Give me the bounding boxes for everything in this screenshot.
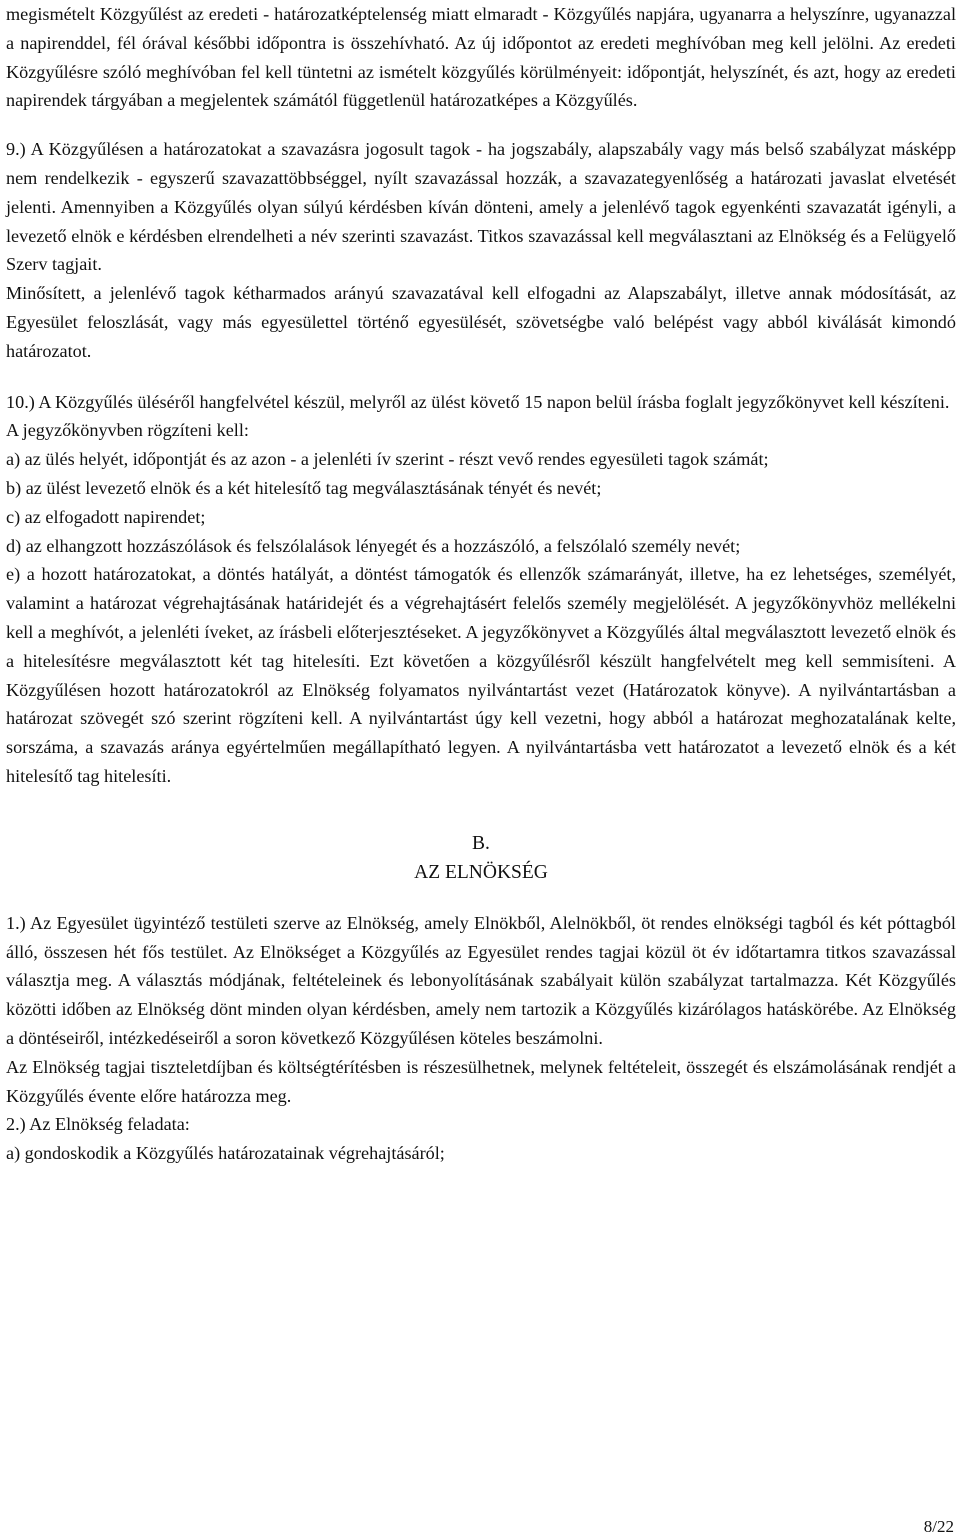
paragraph-reconvened-assembly: megismételt Közgyűlést az eredeti - határozatképtelenség miatt elmaradt - Közgyűlés napjára, ugyanarra a helyszínre, ugyanazzal a napirenddel, fél órával későbbi időpontra is összehívható. Az új időpontot az eredeti meghívóban meg kell jelölni. Az eredeti Közgyűlésre szóló meghívóban fel kell tüntetni az ismételt közgyűlés körülményeit: időpontját, helyszínét, és azt, hogy az eredeti napirendek tárgyában a megjelentek számától függetlenül határozatképes a Közgyűlés. bbox=[6, 4, 956, 111]
paragraph-section-b-point-2: 2.) Az Elnökség feladata: bbox=[6, 1114, 190, 1135]
paragraph-section-b-point-1-fees: Az Elnökség tagjai tiszteletdíjban és költségtérítésben is részesülhetnek, melynek feltételeit, összegét és elszámolásának rendjét a Közgyűlés évente előre határozza meg. bbox=[6, 1056, 956, 1106]
document-page bbox=[6, 0, 956, 1168]
list-item-point-10-e: e) a hozott határozatokat, a döntés hatályát, a döntést támogatók és ellenzők számarányát, illetve, ha ez lehetséges, személyét, valamint a határozat végrehajtásának határidejét és a végrehajtásért felelős személy megjelölését. A jegyzőkönyvhöz mellékelni kell a meghívót, a jelenléti íveket, az írásbeli előterjesztéseket. A jegyzőkönyvet a Közgyűlés által megválasztott levezető elnök és a hitelesítésre megválasztott két tag hitelesíti. Ezt követően a közgyűlésről készült hangfelvételt meg kell semmisíteni. A Közgyűlésen hozott határozatokról az Elnökség folyamatos nyilvántartást vezet (Határozatok könyve). A nyilvántartásban a határozat szövegét szó szerint rögzíteni kell. A nyilvántartást úgy kell vezetni, hogy abból a határozat meghozatalának kelte, sorszáma, a szavazás aránya egyértelműen megállapítható legyen. A nyilvántartásba vett határozatot a levezető elnök és a két hitelesítő tag hitelesíti. bbox=[6, 564, 956, 786]
list-item-point-10-d: d) az elhangzott hozzászólások és felszólalások lényegét és a hozzászóló, a felszólaló személy nevét; bbox=[6, 535, 741, 556]
list-item-section-b-point-2-a: a) gondoskodik a Közgyűlés határozatainak végrehajtásáról; bbox=[6, 1143, 445, 1164]
spacer bbox=[6, 791, 956, 829]
spacer bbox=[6, 887, 956, 909]
list-item-point-10-c: c) az elfogadott napirendet; bbox=[6, 506, 206, 527]
paragraph-point-10-minutes: 10.) A Közgyűlés üléséről hangfelvétel készül, melyről az ülést követő 15 napon belül írásba foglalt jegyzőkönyvet kell készíteni. bbox=[6, 391, 950, 412]
paragraph-point-10-intro: A jegyzőkönyvben rögzíteni kell: bbox=[6, 420, 249, 441]
paragraph-point-9-qualified-majority: Minősített, a jelenlévő tagok kétharmados arányú szavazatával kell elfogadni az Alapszabályt, illetve annak módosítását, az Egyesület feloszlását, vagy más egyesülettel történő egyesülését, szövetségbe való belépést vagy abból kiválását kimondó határozatot. bbox=[6, 283, 956, 361]
section-b-title: AZ ELNÖKSÉG bbox=[414, 861, 548, 883]
spacer bbox=[6, 366, 956, 388]
page-number: 8/22 bbox=[923, 1517, 954, 1536]
section-b-letter: B. bbox=[472, 832, 490, 854]
paragraph-point-9-voting: 9.) A Közgyűlésen a határozatokat a szavazásra jogosult tagok - ha jogszabály, alapszabály vagy más belső szabályzat másképp nem rendelkezik - egyszerű szavazattöbbséggel, nyílt szavazással hozzák, a szavazategyenlőség a határozati javaslat elvetését jelenti. Amennyiben a Közgyűlés olyan súlyú kérdésben kíván dönteni, amely a jelenlévő tagok egyenkénti szavazatát igényli, a levezető elnök e kérdésben elrendelheti a név szerinti szavazást. Titkos szavazással kell megválasztani az Elnökség és a Felügyelő Szerv tagjait. bbox=[6, 139, 956, 275]
spacer bbox=[6, 115, 956, 135]
paragraph-section-b-point-1: 1.) Az Egyesület ügyintéző testületi szerve az Elnökség, amely Elnökből, Alelnökből, öt rendes elnökségi tagból és két póttagból álló, összesen hét fős testület. Az Elnökséget a Közgyűlés az Egyesület rendes tagjai közül öt év időtartamra titkos szavazással választja meg. A választás módjának, feltételeinek és lebonyolításának szabályait külön szabályzat tartalmazza. Két Közgyűlés közötti időben az Elnökség dönt minden olyan kérdésben, amely nem tartozik a Közgyűlés kizárólagos hatáskörébe. Az Elnökség a döntéseiről, intézkedéseiről a soron következő Közgyűlésen köteles beszámolni. bbox=[6, 912, 956, 1048]
list-item-point-10-a: a) az ülés helyét, időpontját és az azon - a jelenléti ív szerint - részt vevő rendes egyesületi tagok számát; bbox=[6, 449, 769, 470]
list-item-point-10-b: b) az ülést levezető elnök és a két hitelesítő tag megválasztásának tényét és nevét; bbox=[6, 477, 602, 498]
